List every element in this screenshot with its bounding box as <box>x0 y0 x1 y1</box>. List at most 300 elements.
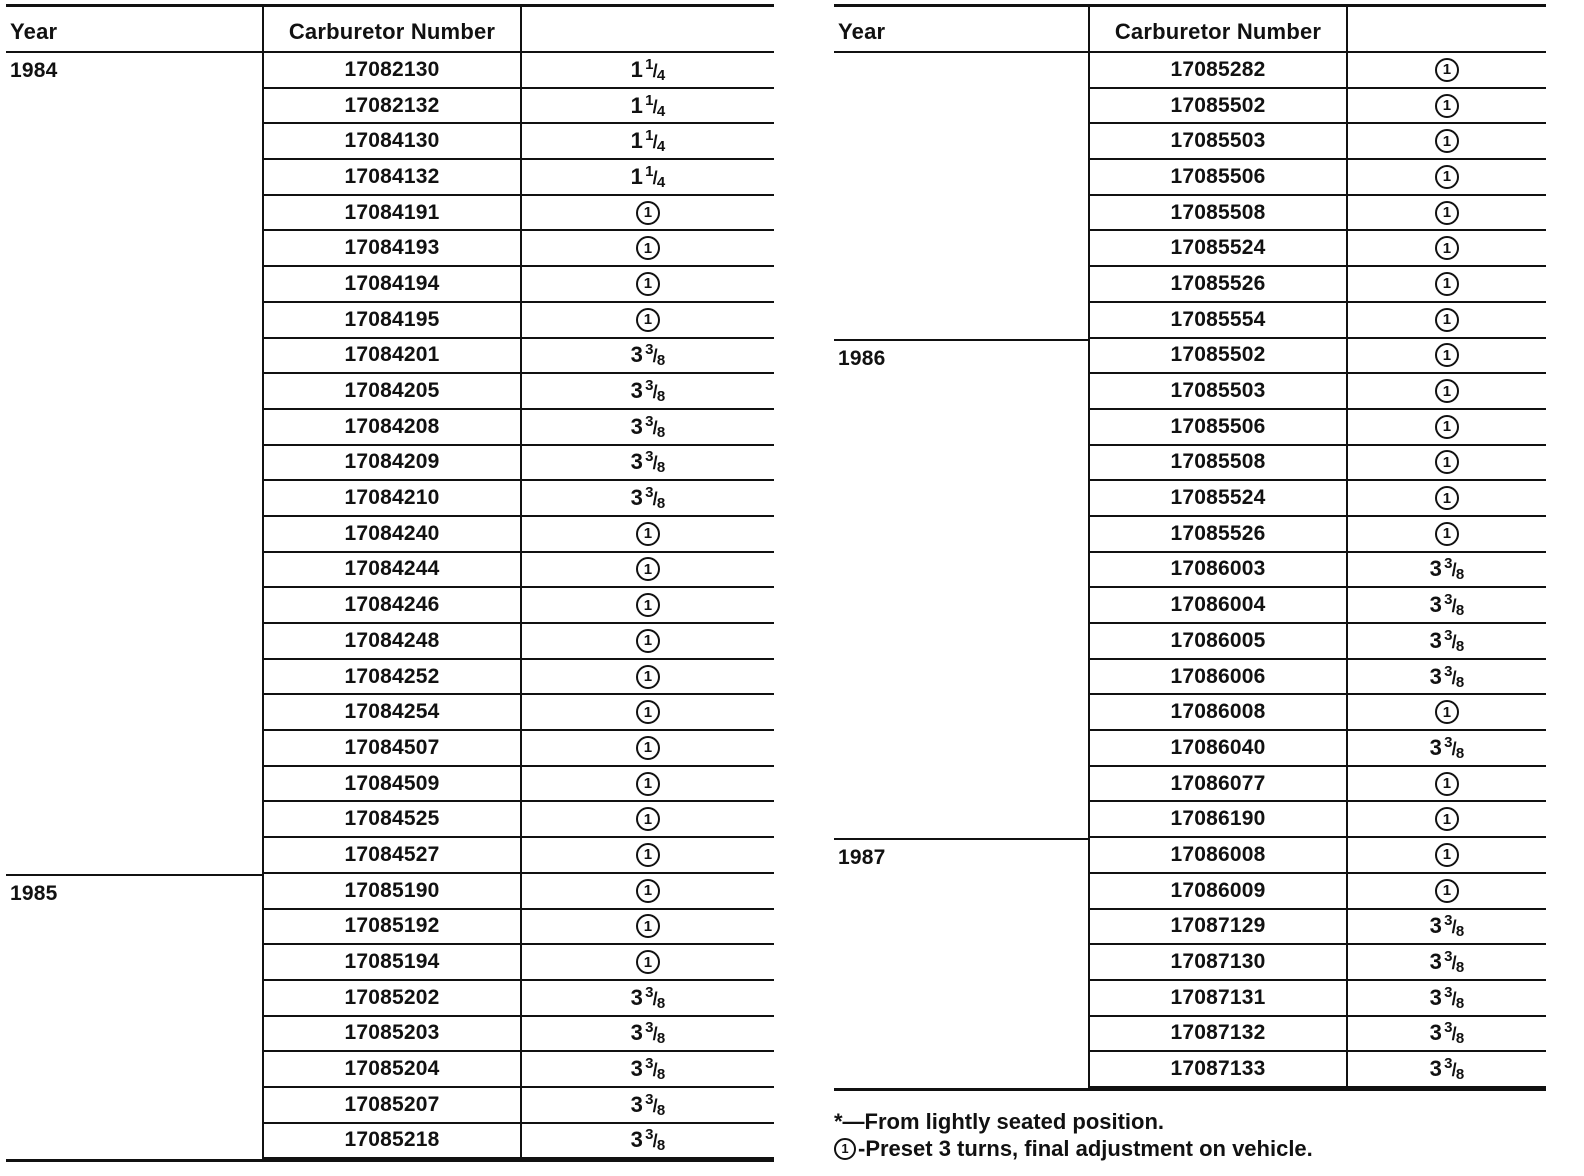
carburetor-number-cell: 17084244 <box>262 553 520 589</box>
circled-one-icon: 1 <box>636 201 660 225</box>
carburetor-table-left <box>6 4 774 1162</box>
carburetor-number-cell: 17085194 <box>262 945 520 981</box>
fraction-value: 3 3 / 8 <box>1429 1055 1465 1084</box>
table-row <box>6 446 774 482</box>
year-cell <box>834 374 1088 410</box>
year-cell <box>834 874 1088 910</box>
turns-out-cell <box>1346 874 1546 910</box>
turns-out-cell <box>1346 446 1546 482</box>
circled-one-icon: 1 <box>636 700 660 724</box>
turns-out-cell <box>520 410 774 446</box>
turns-out-cell <box>1346 731 1546 767</box>
table-row <box>6 303 774 339</box>
circled-one-icon: 1 <box>636 665 660 689</box>
turns-out-cell <box>1346 945 1546 981</box>
year-cell <box>6 1124 262 1160</box>
year-cell <box>834 767 1088 803</box>
year-cell <box>834 553 1088 589</box>
table-row <box>6 731 774 767</box>
year-cell <box>6 517 262 553</box>
table-row <box>6 588 774 624</box>
year-cell <box>834 1052 1088 1088</box>
table-body <box>834 53 1546 1088</box>
circled-one-icon: 1 <box>1435 807 1459 831</box>
turns-out-cell <box>1346 767 1546 803</box>
circled-one-note <box>834 1135 1313 1162</box>
carburetor-number-cell: 17085526 <box>1088 267 1346 303</box>
table-row <box>834 874 1546 910</box>
year-cell <box>6 124 262 160</box>
turns-out-cell <box>1346 588 1546 624</box>
fraction-value: 1 1 / 4 <box>630 162 666 191</box>
table-row <box>834 446 1546 482</box>
carburetor-number-cell: 17085502 <box>1088 339 1346 375</box>
carburetor-number-cell: 17085508 <box>1088 446 1346 482</box>
carburetor-number-cell: 17086190 <box>1088 802 1346 838</box>
circled-one-icon: 1 <box>1435 272 1459 296</box>
carburetor-number-cell: 17086077 <box>1088 767 1346 803</box>
fraction-value: 3 3 / 8 <box>1429 983 1465 1012</box>
table-row <box>6 838 774 874</box>
carburetor-number-cell: 17084201 <box>262 339 520 375</box>
turns-out-cell <box>1346 374 1546 410</box>
fraction-value: 3 3 / 8 <box>630 1019 666 1048</box>
carburetor-number-cell: 17085218 <box>262 1124 520 1160</box>
table-row <box>6 124 774 160</box>
turns-out-cell <box>520 517 774 553</box>
header-turns-out <box>520 7 774 51</box>
circled-one-icon: 1 <box>1435 486 1459 510</box>
circled-one-icon: 1 <box>834 1138 856 1160</box>
table-row <box>834 53 1546 89</box>
turns-out-cell <box>520 838 774 874</box>
year-cell <box>6 1052 262 1088</box>
year-cell <box>6 160 262 196</box>
year-cell <box>6 303 262 339</box>
table-row <box>834 303 1546 339</box>
fraction-value: 3 3 / 8 <box>1429 555 1465 584</box>
table-row <box>834 802 1546 838</box>
table-row <box>834 695 1546 731</box>
carburetor-table-right <box>834 4 1546 1091</box>
turns-out-cell <box>520 231 774 267</box>
turns-out-cell <box>520 267 774 303</box>
table-row <box>6 910 774 946</box>
year-cell <box>834 410 1088 446</box>
turns-out-cell <box>1346 53 1546 89</box>
table-row <box>6 1017 774 1053</box>
carburetor-number-cell: 17085282 <box>1088 53 1346 89</box>
table-bottom-rule <box>6 1159 774 1162</box>
circled-one-icon: 1 <box>636 272 660 296</box>
circled-one-icon: 1 <box>1435 522 1459 546</box>
table-row <box>6 89 774 125</box>
fraction-value: 3 3 / 8 <box>630 412 666 441</box>
year-cell <box>834 945 1088 981</box>
circled-one-icon: 1 <box>636 522 660 546</box>
table-row <box>834 1017 1546 1053</box>
table-row <box>834 553 1546 589</box>
carburetor-number-cell: 17085203 <box>262 1017 520 1053</box>
year-cell <box>6 624 262 660</box>
carburetor-number-cell: 17085502 <box>1088 89 1346 125</box>
turns-out-cell <box>520 339 774 375</box>
turns-out-cell <box>1346 910 1546 946</box>
table-row <box>834 910 1546 946</box>
year-cell <box>834 124 1088 160</box>
year-cell <box>6 767 262 803</box>
footnotes <box>834 1108 1313 1162</box>
carburetor-number-cell: 17084195 <box>262 303 520 339</box>
circled-one-icon: 1 <box>1435 415 1459 439</box>
table-bottom-rule <box>834 1088 1546 1091</box>
table-row <box>6 196 774 232</box>
turns-out-cell <box>520 553 774 589</box>
year-cell <box>6 89 262 125</box>
turns-out-cell <box>520 945 774 981</box>
table-header <box>6 7 774 53</box>
circled-one-icon: 1 <box>636 236 660 260</box>
carburetor-number-cell: 17085503 <box>1088 374 1346 410</box>
table-row <box>834 945 1546 981</box>
circled-one-icon: 1 <box>1435 343 1459 367</box>
table-row <box>6 660 774 696</box>
turns-out-cell <box>1346 89 1546 125</box>
table-header <box>834 7 1546 53</box>
year-cell <box>6 481 262 517</box>
circled-one-icon: 1 <box>636 308 660 332</box>
year-cell <box>6 910 262 946</box>
turns-out-cell <box>520 1124 774 1160</box>
carburetor-number-cell: 17085506 <box>1088 160 1346 196</box>
carburetor-number-cell: 17085202 <box>262 981 520 1017</box>
carburetor-number-cell: 17084254 <box>262 695 520 731</box>
turns-out-cell <box>1346 981 1546 1017</box>
year-cell: 1987 <box>834 838 1088 874</box>
circled-one-icon: 1 <box>1435 308 1459 332</box>
fraction-value: 3 3 / 8 <box>1429 1019 1465 1048</box>
carburetor-number-cell: 17087129 <box>1088 910 1346 946</box>
asterisk-note-text: *—From lightly seated position. <box>834 1109 1165 1134</box>
carburetor-number-cell: 17084210 <box>262 481 520 517</box>
year-cell <box>6 231 262 267</box>
circled-one-icon: 1 <box>1435 236 1459 260</box>
carburetor-number-cell: 17087132 <box>1088 1017 1346 1053</box>
turns-out-cell <box>1346 1052 1546 1088</box>
fraction-value: 3 3 / 8 <box>630 484 666 513</box>
circled-one-icon: 1 <box>636 879 660 903</box>
carburetor-number-cell: 17084194 <box>262 267 520 303</box>
table-row <box>834 588 1546 624</box>
turns-out-cell <box>520 588 774 624</box>
carburetor-number-cell: 17085508 <box>1088 196 1346 232</box>
asterisk-note <box>834 1108 1313 1135</box>
carburetor-number-cell: 17085192 <box>262 910 520 946</box>
circled-one-icon: 1 <box>1435 700 1459 724</box>
turns-out-cell <box>520 303 774 339</box>
year-cell <box>834 267 1088 303</box>
carburetor-number-cell: 17084193 <box>262 231 520 267</box>
table-row <box>6 802 774 838</box>
circled-one-icon: 1 <box>636 557 660 581</box>
carburetor-number-cell: 17084252 <box>262 660 520 696</box>
fraction-value: 3 3 / 8 <box>1429 662 1465 691</box>
carburetor-number-cell: 17082130 <box>262 53 520 89</box>
table-row <box>6 267 774 303</box>
turns-out-cell <box>1346 267 1546 303</box>
turns-out-cell <box>1346 410 1546 446</box>
circled-one-icon: 1 <box>1435 879 1459 903</box>
carburetor-number-cell: 17085503 <box>1088 124 1346 160</box>
year-cell <box>834 160 1088 196</box>
year-cell: 1984 <box>10 59 58 82</box>
table-row <box>834 767 1546 803</box>
carburetor-number-cell: 17086005 <box>1088 624 1346 660</box>
year-cell: 1985 <box>6 874 262 910</box>
circled-one-icon: 1 <box>636 914 660 938</box>
turns-out-cell <box>1346 196 1546 232</box>
table-row <box>834 267 1546 303</box>
fraction-value: 3 3 / 8 <box>1429 912 1465 941</box>
carburetor-number-cell: 17085526 <box>1088 517 1346 553</box>
carburetor-number-cell: 17087131 <box>1088 981 1346 1017</box>
turns-out-cell <box>520 1017 774 1053</box>
turns-out-cell <box>520 910 774 946</box>
turns-out-cell <box>520 196 774 232</box>
table-row <box>6 624 774 660</box>
fraction-value: 3 3 / 8 <box>630 1055 666 1084</box>
table-row <box>834 624 1546 660</box>
header-turns-out <box>1346 7 1546 51</box>
circled-one-icon: 1 <box>1435 165 1459 189</box>
turns-out-cell <box>1346 624 1546 660</box>
table-row <box>6 1124 774 1160</box>
turns-out-cell <box>520 53 774 89</box>
year-cell <box>6 695 262 731</box>
fraction-value: 3 3 / 8 <box>630 377 666 406</box>
year-cell <box>834 481 1088 517</box>
turns-out-cell <box>520 624 774 660</box>
year-cell <box>6 1017 262 1053</box>
turns-out-cell <box>1346 303 1546 339</box>
carburetor-number-cell: 17084527 <box>262 838 520 874</box>
turns-out-cell <box>520 1088 774 1124</box>
table-row <box>6 945 774 981</box>
table-row <box>6 374 774 410</box>
carburetor-number-cell: 17082132 <box>262 89 520 125</box>
turns-out-cell <box>520 767 774 803</box>
table-row <box>6 410 774 446</box>
year-cell <box>6 838 262 874</box>
fraction-value: 3 3 / 8 <box>1429 591 1465 620</box>
year-cell <box>6 731 262 767</box>
year-cell <box>834 89 1088 125</box>
carburetor-number-cell: 17084209 <box>262 446 520 482</box>
table-row <box>6 1088 774 1124</box>
carburetor-number-cell: 17084525 <box>262 802 520 838</box>
turns-out-cell <box>1346 231 1546 267</box>
circled-one-icon: 1 <box>1435 843 1459 867</box>
turns-out-cell <box>1346 339 1546 375</box>
table-row <box>834 731 1546 767</box>
carburetor-number-cell: 17086009 <box>1088 874 1346 910</box>
table-row <box>6 874 774 910</box>
fraction-value: 1 1 / 4 <box>630 55 666 84</box>
carburetor-number-cell: 17085204 <box>262 1052 520 1088</box>
turns-out-cell <box>520 660 774 696</box>
turns-out-cell <box>1346 695 1546 731</box>
carburetor-number-cell: 17084208 <box>262 410 520 446</box>
table-row <box>834 374 1546 410</box>
table-row <box>6 231 774 267</box>
year-cell <box>6 339 262 375</box>
fraction-value: 1 1 / 4 <box>630 91 666 120</box>
year-cell <box>834 517 1088 553</box>
carburetor-number-cell: 17085207 <box>262 1088 520 1124</box>
carburetor-number-cell: 17087130 <box>1088 945 1346 981</box>
fraction-value: 3 3 / 8 <box>1429 948 1465 977</box>
circled-one-icon: 1 <box>636 807 660 831</box>
carburetor-number-cell: 17084130 <box>262 124 520 160</box>
circled-one-icon: 1 <box>1435 772 1459 796</box>
year-cell <box>834 53 1088 89</box>
circled-one-icon: 1 <box>1435 379 1459 403</box>
circled-one-icon: 1 <box>636 629 660 653</box>
carburetor-number-cell: 17085554 <box>1088 303 1346 339</box>
turns-out-cell <box>520 89 774 125</box>
table-row <box>834 410 1546 446</box>
fraction-value: 3 3 / 8 <box>1429 626 1465 655</box>
table-row <box>6 553 774 589</box>
carburetor-number-cell: 17084240 <box>262 517 520 553</box>
carburetor-number-cell: 17086040 <box>1088 731 1346 767</box>
table-row <box>834 196 1546 232</box>
year-cell <box>834 1017 1088 1053</box>
circled-one-icon: 1 <box>1435 450 1459 474</box>
table-row <box>6 339 774 375</box>
year-cell <box>834 660 1088 696</box>
turns-out-cell <box>520 1052 774 1088</box>
table-row <box>834 660 1546 696</box>
turns-out-cell <box>1346 517 1546 553</box>
turns-out-cell <box>520 160 774 196</box>
year-cell: 1986 <box>834 339 1088 375</box>
year-cell <box>834 624 1088 660</box>
year-cell <box>6 196 262 232</box>
carburetor-number-cell: 17085524 <box>1088 231 1346 267</box>
table-row <box>834 160 1546 196</box>
turns-out-cell <box>520 731 774 767</box>
year-cell <box>834 231 1088 267</box>
fraction-value: 3 3 / 8 <box>630 1090 666 1119</box>
year-cell <box>834 196 1088 232</box>
table-row <box>834 231 1546 267</box>
carburetor-number-cell: 17087133 <box>1088 1052 1346 1088</box>
turns-out-cell <box>1346 802 1546 838</box>
table-body <box>6 53 774 1159</box>
year-cell <box>834 910 1088 946</box>
table-row <box>6 481 774 517</box>
year-cell <box>6 660 262 696</box>
table-row <box>834 838 1546 874</box>
turns-out-cell <box>520 874 774 910</box>
table-row <box>6 1052 774 1088</box>
circled-one-icon: 1 <box>636 593 660 617</box>
turns-out-cell <box>520 695 774 731</box>
carburetor-number-cell: 17086006 <box>1088 660 1346 696</box>
year-cell <box>834 695 1088 731</box>
turns-out-cell <box>520 446 774 482</box>
turns-out-cell <box>1346 160 1546 196</box>
turns-out-cell <box>520 981 774 1017</box>
header-year: Year <box>838 19 886 44</box>
carburetor-number-cell: 17086008 <box>1088 695 1346 731</box>
circled-one-icon: 1 <box>636 772 660 796</box>
carburetor-number-cell: 17086008 <box>1088 838 1346 874</box>
carburetor-number-cell: 17084509 <box>262 767 520 803</box>
year-cell <box>6 267 262 303</box>
table-row <box>834 89 1546 125</box>
carburetor-number-cell: 17084246 <box>262 588 520 624</box>
carburetor-number-cell: 17086003 <box>1088 553 1346 589</box>
table-row <box>834 481 1546 517</box>
turns-out-cell <box>1346 660 1546 696</box>
circled-one-icon: 1 <box>1435 201 1459 225</box>
table-row <box>6 695 774 731</box>
header-carburetor-number: Carburetor Number <box>262 7 520 51</box>
year-cell <box>834 588 1088 624</box>
year-cell <box>6 374 262 410</box>
circled-one-icon: 1 <box>1435 94 1459 118</box>
turns-out-cell <box>1346 838 1546 874</box>
year-cell <box>834 446 1088 482</box>
turns-out-cell <box>520 124 774 160</box>
turns-out-cell <box>520 802 774 838</box>
year-cell <box>6 446 262 482</box>
table-row <box>6 517 774 553</box>
year-cell <box>834 731 1088 767</box>
year-cell <box>6 945 262 981</box>
carburetor-number-cell: 17084507 <box>262 731 520 767</box>
year-cell <box>6 553 262 589</box>
turns-out-cell <box>1346 481 1546 517</box>
turns-out-cell <box>520 481 774 517</box>
carburetor-number-cell: 17085190 <box>262 874 520 910</box>
circled-one-icon: 1 <box>636 736 660 760</box>
carburetor-number-cell: 17085506 <box>1088 410 1346 446</box>
fraction-value: 3 3 / 8 <box>630 1126 666 1155</box>
carburetor-number-cell: 17085524 <box>1088 481 1346 517</box>
table-row <box>834 339 1546 375</box>
circled-one-note-text: -Preset 3 turns, final adjustment on vehicle. <box>858 1136 1313 1161</box>
turns-out-cell <box>1346 1017 1546 1053</box>
year-cell <box>834 303 1088 339</box>
year-cell <box>834 802 1088 838</box>
table-row <box>6 160 774 196</box>
table-row <box>6 981 774 1017</box>
table-row <box>834 981 1546 1017</box>
fraction-value: 1 1 / 4 <box>630 127 666 156</box>
header-carburetor-number: Carburetor Number <box>1088 7 1346 51</box>
header-year: Year <box>10 19 58 44</box>
year-cell <box>834 981 1088 1017</box>
table-row <box>834 517 1546 553</box>
fraction-value: 3 3 / 8 <box>630 983 666 1012</box>
table-row <box>6 53 774 89</box>
year-cell <box>6 410 262 446</box>
carburetor-number-cell: 17084191 <box>262 196 520 232</box>
turns-out-cell <box>1346 553 1546 589</box>
